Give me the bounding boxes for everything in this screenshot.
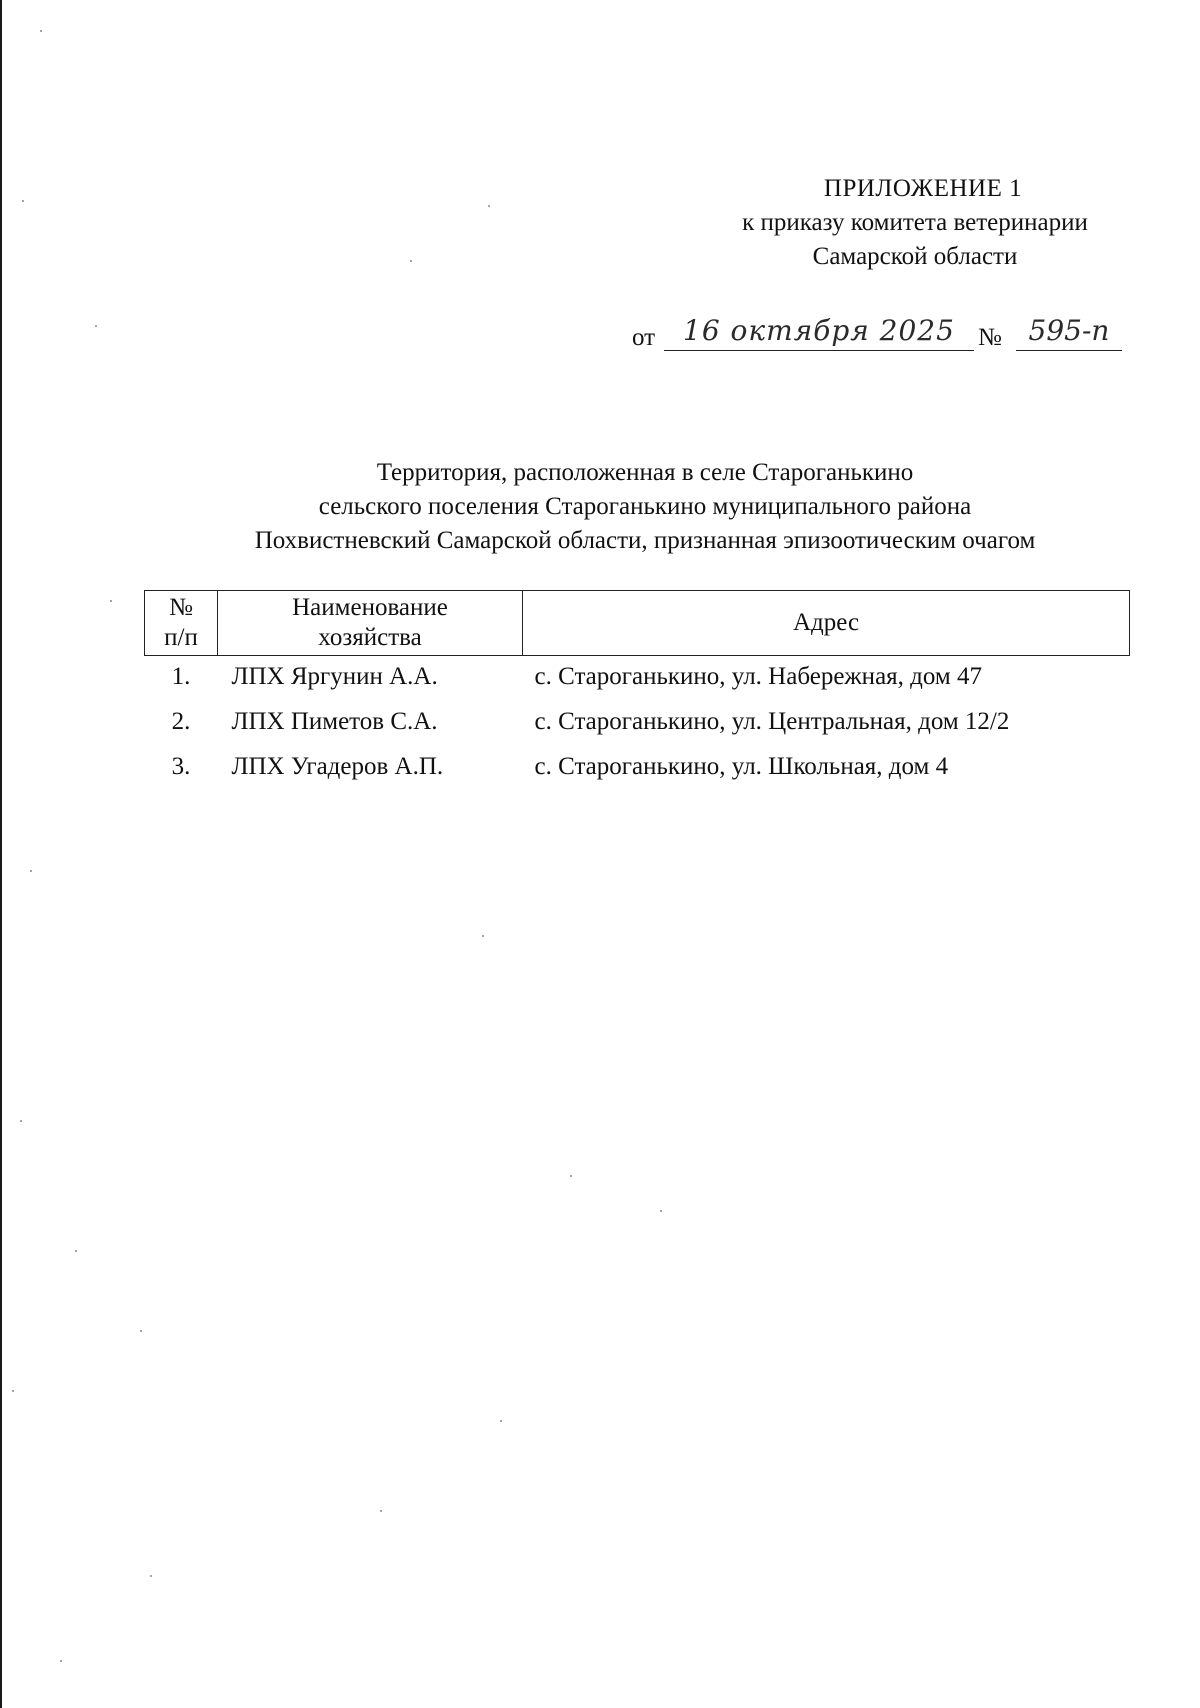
row-address: с. Староганькино, ул. Школьная, дом 4 — [534, 753, 949, 780]
scan-speck — [20, 1120, 22, 1122]
header-name-line-1: Наименование — [292, 594, 448, 621]
row-number: 1. — [171, 663, 191, 690]
heading-line-1: Территория, расположенная в селе Староганькино — [376, 459, 914, 486]
appendix-header — [690, 172, 1140, 274]
scan-speck — [12, 1390, 14, 1392]
order-number-handwritten: 595-п — [1016, 316, 1122, 351]
scan-speck — [40, 30, 42, 32]
table-row — [145, 701, 1130, 746]
row-number: 3. — [171, 753, 191, 780]
scan-binding-edge — [0, 0, 2, 1708]
header-name-line-2: хозяйства — [318, 624, 422, 651]
scan-speck — [380, 1510, 382, 1512]
row-address: с. Староганькино, ул. Набережная, дом 47 — [534, 663, 982, 690]
scan-speck — [22, 200, 24, 202]
header-number-line-1: № — [169, 594, 193, 621]
heading-line-2: сельского поселения Староганькино муниципального района — [318, 493, 972, 520]
scan-speck — [75, 1250, 77, 1252]
households-table — [144, 590, 1130, 791]
scan-speck — [660, 1210, 662, 1212]
scan-speck — [150, 1575, 152, 1577]
row-household-name: ЛПХ Пиметов С.А. — [231, 708, 438, 735]
scan-speck — [570, 1175, 572, 1177]
row-household-name: ЛПХ Угадеров А.П. — [231, 753, 444, 780]
scan-speck — [110, 600, 112, 602]
document-heading — [150, 456, 1140, 558]
appendix-title: ПРИЛОЖЕНИЕ 1 — [823, 175, 1023, 202]
row-household-name: ЛПХ Яргунин А.А. — [231, 663, 438, 690]
scan-speck — [410, 260, 412, 262]
table-header-row — [145, 591, 1130, 656]
appendix-region: Самарской области — [812, 243, 1018, 270]
scan-speck — [60, 1660, 62, 1662]
header-number-line-2: п/п — [164, 624, 198, 651]
appendix-reference: к приказу комитета ветеринарии — [742, 209, 1088, 236]
table-row — [145, 656, 1130, 702]
table-row — [145, 746, 1130, 791]
scan-speck — [95, 325, 97, 327]
row-number: 2. — [171, 708, 191, 735]
scan-speck — [488, 205, 490, 207]
scan-speck — [500, 1420, 502, 1422]
scan-speck — [30, 870, 32, 872]
row-address: с. Староганькино, ул. Центральная, дом 12/2 — [534, 708, 1010, 735]
order-from-label: от — [632, 324, 656, 351]
heading-line-3: Похвистневский Самарской области, признанная эпизоотическим очагом — [254, 527, 1036, 554]
order-date-handwritten: 16 октября 2025 — [664, 316, 974, 351]
scan-speck — [482, 935, 484, 937]
order-date-number — [632, 316, 1132, 356]
header-address: Адрес — [523, 591, 1130, 656]
header-household-name — [218, 591, 523, 656]
order-number-sign: № — [978, 324, 1002, 351]
scan-speck — [140, 1330, 142, 1332]
header-number — [145, 591, 218, 656]
